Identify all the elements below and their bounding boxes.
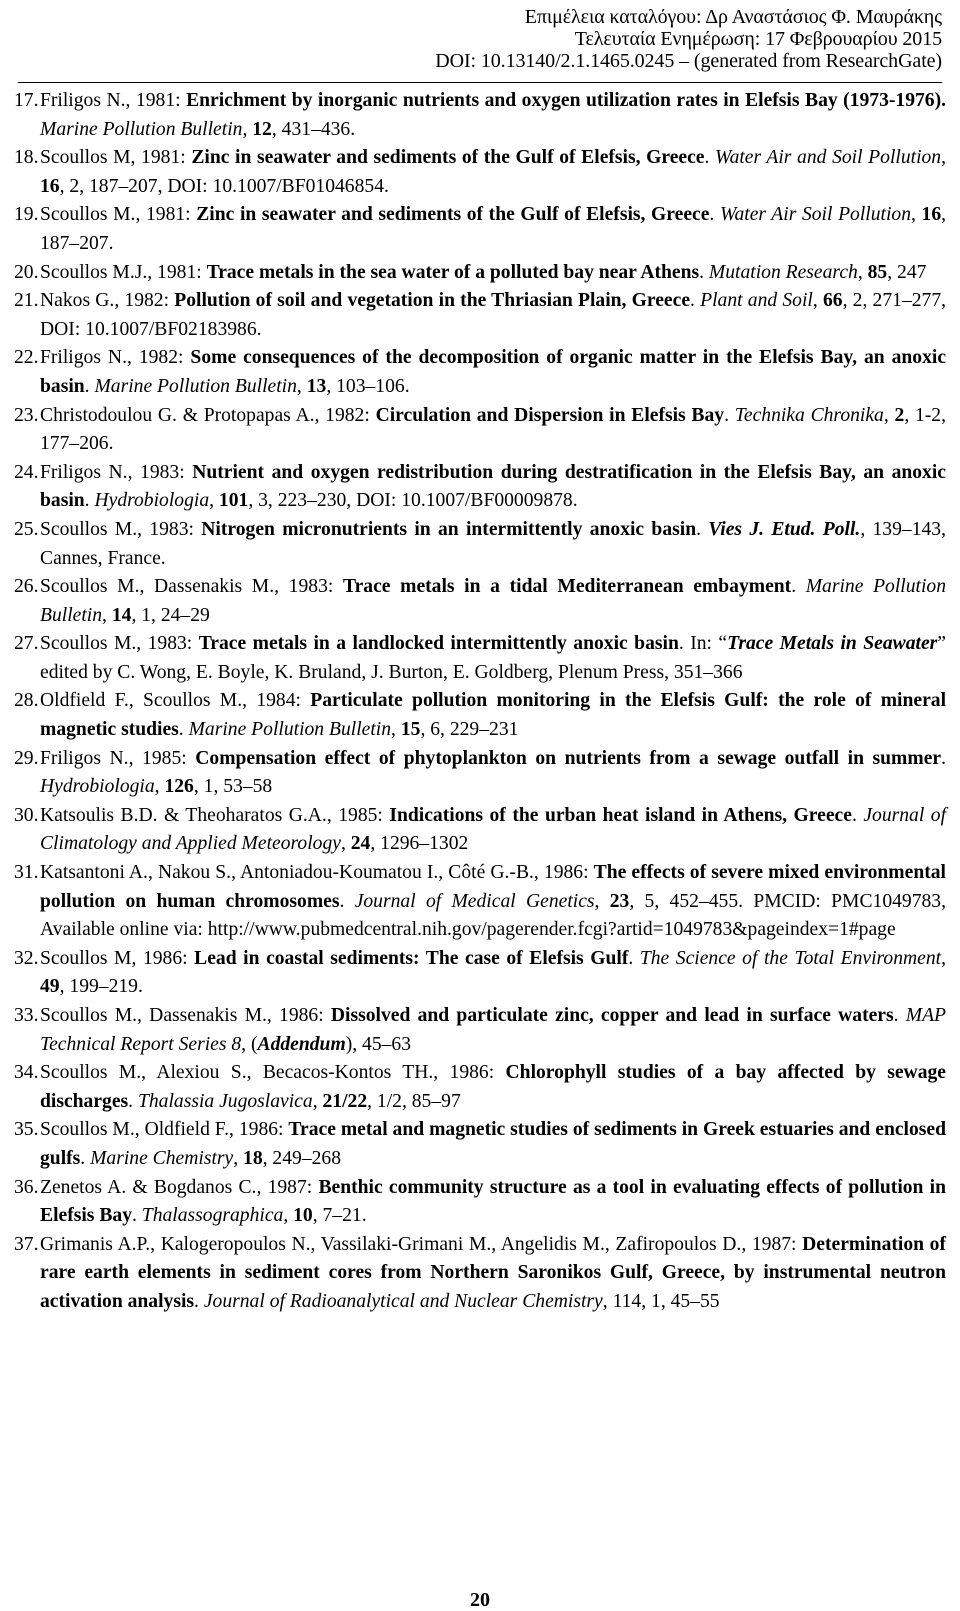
reference-segment: , — [233, 1147, 244, 1169]
reference-number: 31. — [14, 862, 39, 884]
reference-segment: , 1987: — [256, 1176, 319, 1198]
reference-segment: , 1985: — [326, 804, 390, 826]
reference-segment: , — [941, 947, 947, 969]
reference-segment: , 199–219. — [59, 976, 143, 998]
reference-segment: . — [80, 1147, 91, 1169]
reference-item — [14, 459, 946, 516]
reference-segment: , 1296–1302 — [370, 833, 469, 855]
reference-title: Determination of rare earth elements in sediment cores from Northern Saronikos Gulf, Greece, by instrumental neutron activation analysis — [40, 1233, 947, 1312]
reference-segment: ” edited by C. Wong, E. Boyle, K. Bruland, J. Burton, E. Goldberg, Plenum Press, 351–366 — [40, 633, 946, 683]
reference-source: The Science of the Total Environment — [639, 947, 942, 969]
reference-segment: Zenetos A. & Bogdanos C. — [40, 1176, 257, 1198]
reference-item — [14, 344, 946, 401]
reference-segment: , — [312, 1090, 323, 1112]
reference-segment: Scoullos M — [40, 947, 132, 969]
reference-text — [40, 1059, 946, 1116]
reference-list — [14, 87, 946, 1317]
reference-segment: , — [283, 1205, 294, 1227]
reference-title: 14 — [111, 604, 132, 626]
reference-segment: Friligos N. — [40, 90, 126, 111]
reference-segment: , — [340, 833, 351, 855]
reference-text — [40, 687, 946, 744]
reference-text — [40, 259, 946, 288]
reference-source: Water Air Soil Pollution — [719, 204, 911, 226]
reference-segment: , — [812, 290, 823, 312]
reference-segment: . — [704, 147, 716, 169]
reference-segment: , 103–106. — [326, 375, 410, 397]
reference-source: Marine Pollution Bulletin — [40, 118, 243, 140]
reference-source: Plant and Soil — [700, 290, 813, 312]
reference-number: 21. — [14, 290, 39, 312]
reference-text — [40, 573, 946, 630]
reference-segment: , 2, 271–277, DOI: 10.1007/BF02183986. — [40, 290, 947, 340]
reference-segment: Scoullos M., Dassenakis M. — [40, 1005, 267, 1026]
reference-segment: ), 45–63 — [345, 1033, 412, 1055]
reference-text — [40, 287, 946, 344]
reference-source: Hydrobiologia — [94, 490, 210, 512]
reference-title: 23 — [609, 890, 630, 912]
reference-text — [40, 516, 946, 573]
reference-title: The effects of severe mixed environmental pollution on human chromosomes — [40, 862, 946, 912]
reference-item — [14, 201, 946, 258]
reference-segment: , 247 — [887, 261, 927, 283]
reference-text — [40, 802, 946, 859]
reference-item — [14, 859, 946, 945]
reference-segment: , 1984: — [242, 690, 311, 712]
reference-segment: , 1982: — [126, 347, 191, 369]
reference-title: 12 — [252, 118, 272, 140]
reference-title: 66 — [822, 290, 843, 312]
reference-item — [14, 573, 946, 630]
reference-segment: Nakos G. — [40, 290, 115, 312]
reference-segment: . — [851, 804, 864, 826]
reference-segment: . — [339, 890, 355, 912]
reference-title: Particulate pollution monitoring in the Elefsis Gulf: the role of mineral magnetic studies — [40, 690, 947, 741]
reference-segment: , 1/2, 85–97 — [367, 1090, 461, 1112]
reference-title: Trace metals in a landlocked intermittently anoxic basin — [198, 633, 679, 655]
reference-segment: Friligos N. — [40, 747, 129, 769]
reference-segment: , 1, 53–58 — [193, 776, 273, 798]
reference-text — [40, 859, 946, 945]
reference-segment: , 1985: — [128, 747, 196, 769]
reference-number: 34. — [14, 1062, 39, 1084]
reference-title: 101 — [218, 490, 249, 512]
reference-title: 15 — [400, 719, 421, 741]
reference-number: 18. — [14, 147, 39, 169]
reference-source: Mutation Research — [708, 261, 858, 283]
reference-text — [40, 1002, 946, 1059]
reference-segment: , 6, 229–231 — [420, 719, 519, 741]
reference-number: 23. — [14, 404, 39, 426]
reference-source: Journal of Climatology and Applied Meteorology — [40, 804, 947, 855]
reference-segment: Katsoulis B.D. & Theoharatos G.A. — [40, 804, 327, 826]
reference-source: Trace Metals in Seawater — [727, 633, 938, 655]
reference-segment: , 1983: — [274, 576, 343, 598]
reference-title: 21/22 — [322, 1090, 368, 1112]
reference-segment: , — [209, 490, 219, 512]
reference-segment: , — [102, 604, 112, 626]
reference-number: 30. — [14, 804, 39, 826]
reference-segment: Scoullos M., Oldfield F. — [40, 1119, 230, 1141]
reference-item — [14, 516, 946, 573]
reference-item — [14, 1002, 946, 1059]
reference-segment: . — [893, 1005, 906, 1026]
reference-source: Marine Pollution Bulletin — [94, 375, 297, 397]
reference-segment: . In: “ — [678, 633, 728, 655]
reference-source: Technika Chronika — [734, 404, 884, 426]
reference-segment: , 3, 223–230, DOI: 10.1007/BF00009878. — [248, 490, 578, 512]
reference-title: 16 — [921, 204, 942, 226]
reference-title: Trace metals in the sea water of a polluted bay near Athens — [206, 261, 700, 283]
reference-source: Hydrobiologia — [40, 776, 155, 798]
reference-segment: , 1-2, 177–206. — [40, 404, 947, 455]
reference-source: Journal of Medical Genetics — [354, 890, 595, 912]
reference-title: Compensation effect of phytoplankton on nutrients from a sewage outfall in summer — [195, 747, 942, 769]
reference-segment: , 7–21. — [312, 1205, 367, 1227]
reference-item — [14, 287, 946, 344]
reference-number: 37. — [14, 1233, 39, 1255]
reference-segment: Scoullos M. — [40, 518, 138, 540]
reference-segment: Scoullos M. — [40, 204, 136, 226]
reference-title: Chlorophyll studies of a bay affected by sewage discharges — [40, 1062, 946, 1112]
reference-title: Benthic community structure as a tool in evaluating effects of pollution in Elefsis Bay — [40, 1176, 947, 1227]
reference-item — [14, 402, 946, 459]
reference-segment: . — [628, 947, 640, 969]
reference-segment: , 1982: — [114, 290, 175, 312]
reference-number: 17. — [14, 90, 39, 111]
reference-title: Indications of the urban heat island in Athens, Greece — [389, 804, 852, 826]
reference-segment: , 114, 1, 45–55 — [602, 1290, 720, 1312]
reference-segment: , 1986: — [229, 1119, 289, 1141]
reference-title: 24 — [350, 833, 371, 855]
reference-segment: , 1982: — [314, 404, 376, 426]
reference-segment: , 431–436. — [271, 118, 356, 140]
reference-segment: , 1983: — [136, 633, 199, 655]
reference-segment: , — [857, 261, 868, 283]
reference-segment: , 1981: — [125, 90, 187, 111]
reference-segment: , 1986: — [533, 862, 594, 884]
reference-item — [14, 1231, 946, 1317]
reference-title: Trace metals in a tidal Mediterranean embayment — [342, 576, 792, 598]
reference-text — [40, 1116, 946, 1173]
reference-number: 35. — [14, 1119, 39, 1141]
reference-source: Thalassographica — [141, 1205, 284, 1227]
reference-title: 13 — [306, 375, 327, 397]
reference-segment: Grimanis A.P., Kalogeropoulos N., Vassilaki-Grimani M., Angelidis M., Zafiropoulos D. — [40, 1233, 742, 1255]
reference-title: Pollution of soil and vegetation in the Thriasian Plain, Greece — [174, 290, 691, 312]
reference-title: Enrichment by inorganic nutrients and oxygen utilization rates in Elefsis Bay (1973-1976). — [186, 90, 947, 111]
reference-text — [40, 344, 946, 401]
reference-segment: . — [709, 204, 720, 226]
reference-source: Marine Pollution Bulletin — [188, 719, 392, 741]
reference-segment: Scoullos M. — [40, 633, 137, 655]
reference-number: 25. — [14, 518, 39, 540]
reference-segment: Scoullos M, 1981: — [40, 147, 192, 169]
reference-item — [14, 802, 946, 859]
reference-item — [14, 945, 946, 1002]
reference-segment: , — [594, 890, 610, 912]
reference-segment: . — [696, 518, 709, 540]
reference-source: Addendum — [257, 1033, 346, 1055]
reference-segment: . — [132, 1205, 142, 1227]
reference-title: 10 — [293, 1205, 313, 1227]
reference-segment: , — [154, 776, 165, 798]
reference-item — [14, 630, 946, 687]
reference-text — [40, 201, 946, 258]
reference-item — [14, 259, 946, 288]
reference-segment: , 1981: — [147, 261, 207, 283]
reference-title: Nitrogen micronutrients in an intermittently anoxic basin — [201, 518, 697, 540]
reference-segment: , 1983: — [127, 461, 193, 483]
reference-segment: , — [941, 147, 947, 169]
reference-title: Nutrient and oxygen redistribution during destratification in the Elefsis Bay, an anoxic basin — [40, 461, 946, 512]
page-number: 20 — [470, 1589, 490, 1611]
reference-number: 19. — [14, 204, 39, 226]
reference-segment: . — [690, 290, 701, 312]
reference-number: 33. — [14, 1005, 39, 1026]
reference-number: 22. — [14, 347, 39, 369]
reference-title: Zinc in seawater and sediments of the Gulf of Elefsis, Greece — [196, 204, 710, 226]
reference-number: 26. — [14, 576, 39, 598]
reference-segment: . — [941, 747, 946, 769]
reference-segment: , 2, 187–207, DOI: 10.1007/BF01046854. — [59, 175, 389, 197]
reference-segment: , — [391, 719, 401, 741]
reference-number: 32. — [14, 947, 39, 969]
reference-item — [14, 87, 946, 144]
reference-source: Vies J. Etud. Poll. — [708, 518, 861, 540]
reference-title: Zinc in seawater and sediments of the Gulf of Elefsis, Greece — [191, 147, 705, 169]
reference-segment: , 139–143, Cannes, France. — [40, 518, 946, 569]
reference-segment: . — [699, 261, 709, 283]
reference-number: 29. — [14, 747, 39, 769]
reference-segment: , 187–207. — [40, 204, 947, 254]
reference-text — [40, 630, 946, 687]
reference-source: Journal of Radioanalytical and Nuclear Chemistry — [203, 1290, 603, 1312]
header-editor-line: Επιμέλεια καταλόγου: Δρ Αναστάσιος Φ. Μαυράκης — [524, 6, 942, 28]
reference-text — [40, 1231, 946, 1317]
reference-title: Lead in coastal sediments: The case of Elefsis Gulf — [194, 947, 629, 969]
reference-text — [40, 745, 946, 802]
reference-segment: Oldfield F., Scoullos M. — [40, 690, 243, 712]
reference-number: 20. — [14, 261, 39, 283]
reference-segment: . — [791, 576, 806, 598]
reference-item — [14, 1116, 946, 1173]
reference-item — [14, 745, 946, 802]
reference-segment: , — [883, 404, 895, 426]
reference-source: Marine Pollution Bulletin — [40, 576, 946, 626]
reference-number: 28. — [14, 690, 39, 712]
reference-segment: , 249–268 — [262, 1147, 341, 1169]
reference-segment: Scoullos M., Dassenakis M. — [40, 576, 275, 598]
header-doi-line: DOI: 10.13140/2.1.1465.0245 – (generated from ResearchGate) — [435, 50, 942, 72]
reference-text — [40, 87, 946, 144]
header-updated-line: Τελευταία Ενημέρωση: 17 Φεβρουαρίου 2015 — [574, 28, 942, 50]
reference-segment: , 1981: — [135, 204, 197, 226]
reference-segment: , 1986: — [266, 1005, 331, 1026]
reference-segment: , 1, 24–29 — [131, 604, 210, 626]
reference-text — [40, 459, 946, 516]
reference-segment: . — [724, 404, 735, 426]
reference-number: 27. — [14, 633, 39, 655]
header-divider — [18, 82, 942, 83]
reference-segment: Friligos N. — [40, 461, 128, 483]
reference-source: Water Air and Soil Pollution — [715, 147, 942, 169]
reference-text — [40, 144, 946, 201]
reference-segment: , ( — [241, 1033, 258, 1055]
reference-text — [40, 1174, 946, 1231]
reference-source: Thalassia Jugoslavica — [137, 1090, 313, 1112]
reference-segment: , 5, 452–455. PMCID: PMC1049783, Available online via: http://www.pubmedcentral.nih.gov/pagerender.fcgi?artid=1049783&pageindex=1#page — [40, 890, 946, 941]
page-header — [18, 6, 942, 72]
reference-title: 49 — [40, 976, 60, 998]
reference-number: 24. — [14, 461, 39, 483]
reference-title: 126 — [164, 776, 194, 798]
reference-segment: , 1986: — [131, 947, 195, 969]
reference-source: Marine Chemistry — [90, 1147, 234, 1169]
reference-segment: . — [84, 375, 95, 397]
reference-segment: . — [128, 1090, 138, 1112]
reference-segment: . — [84, 490, 95, 512]
reference-segment: Scoullos M., Alexiou S., Becacos-Kontos TH. — [40, 1062, 434, 1084]
reference-segment: Scoullos M.J. — [40, 261, 148, 283]
reference-segment: , — [911, 204, 922, 226]
reference-item — [14, 144, 946, 201]
reference-segment: , 1986: — [433, 1062, 506, 1084]
reference-title: Circulation and Dispersion in Elefsis Bay — [375, 404, 725, 426]
reference-segment: Katsantoni A., Nakou S., Antoniadou-Koumatou I., Côté G.-B. — [40, 862, 534, 884]
reference-title: Trace metal and magnetic studies of sediments in Greek estuaries and enclosed gulfs — [40, 1119, 946, 1169]
reference-number: 36. — [14, 1176, 39, 1198]
reference-segment: , — [242, 118, 253, 140]
reference-title: 18 — [243, 1147, 263, 1169]
reference-source: MAP Technical Report Series 8 — [40, 1005, 947, 1055]
reference-title: 16 — [40, 175, 60, 197]
reference-title: 2 — [894, 404, 905, 426]
reference-segment: , 1987: — [741, 1233, 803, 1255]
reference-segment: Friligos N. — [40, 347, 127, 369]
reference-segment: , 1983: — [137, 518, 202, 540]
reference-item — [14, 1174, 946, 1231]
reference-item — [14, 687, 946, 744]
reference-title: 85 — [867, 261, 888, 283]
reference-segment: . — [194, 1290, 204, 1312]
reference-text — [40, 402, 946, 459]
reference-segment: Christodoulou G. & Protopapas A. — [40, 404, 315, 426]
reference-text — [40, 945, 946, 1002]
reference-title: Some consequences of the decomposition of organic matter in the Elefsis Bay, an anoxic basin — [40, 347, 947, 397]
reference-segment: . — [178, 719, 189, 741]
reference-item — [14, 1059, 946, 1116]
reference-title: Dissolved and particulate zinc, copper and lead in surface waters — [330, 1005, 894, 1026]
reference-segment: , — [296, 375, 307, 397]
